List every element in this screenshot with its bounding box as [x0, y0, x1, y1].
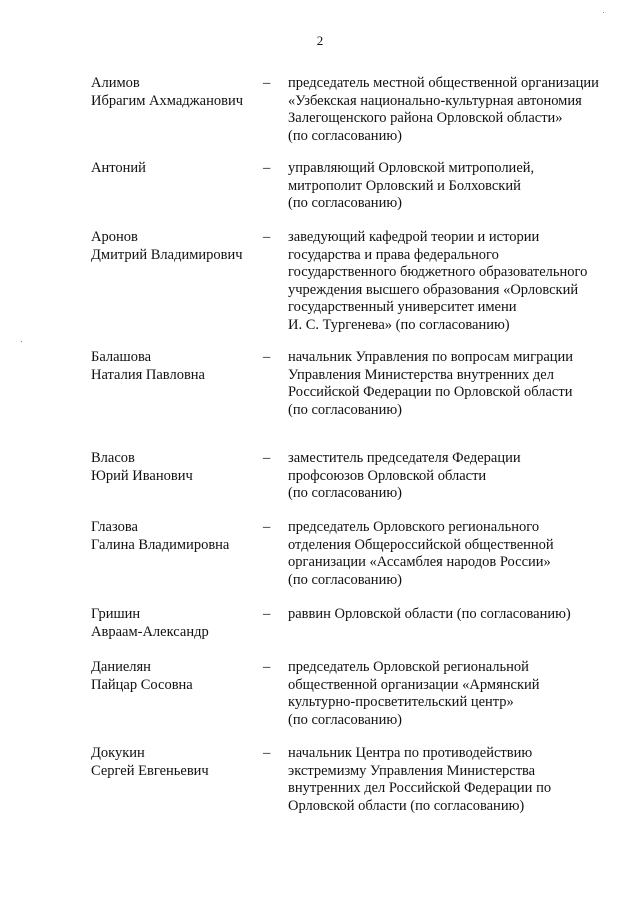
surname: Докукин: [91, 745, 145, 761]
description-line: (по согласованию): [288, 127, 402, 144]
description-line: (по согласованию): [288, 195, 402, 212]
position-description: [288, 160, 618, 213]
description-line: начальник Центра по противодействию: [288, 745, 533, 761]
surname: Власов: [91, 450, 135, 466]
description-line: заместитель председателя Федерации: [288, 450, 521, 466]
description-line: государства и права федерального: [288, 246, 499, 263]
description-line: раввин Орловской области (по согласованию): [288, 606, 571, 622]
description-line: «Узбекская национально-культурная автономия: [288, 92, 582, 109]
description-line: Управления Министерства внутренних дел: [288, 366, 554, 383]
description-line: учреждения высшего образования «Орловский: [288, 281, 579, 298]
person-name: [91, 75, 261, 110]
surname: Гришин: [91, 606, 141, 622]
person-name: [91, 450, 261, 485]
dash-separator: –: [263, 606, 271, 622]
given-names: Дмитрий Владимирович: [91, 246, 243, 263]
person-name: [91, 160, 261, 178]
description-line: Орловской области (по согласованию): [288, 797, 525, 814]
description-line: государственный университет имени: [288, 299, 517, 316]
description-line: председатель Орловской региональной: [288, 659, 529, 675]
position-description: [288, 349, 618, 419]
dash-separator: –: [263, 450, 271, 466]
given-names: Галина Владимировна: [91, 536, 230, 553]
person-name: [91, 659, 261, 694]
position-description: [288, 745, 618, 815]
given-names: Авраам-Александр: [91, 623, 209, 640]
position-description: [288, 606, 618, 624]
given-names: Сергей Евгеньевич: [91, 762, 209, 779]
scan-speck: [603, 12, 604, 13]
description-line: организации «Ассамблея народов России»: [288, 554, 551, 571]
position-description: [288, 450, 618, 503]
person-name: [91, 519, 261, 554]
position-description: [288, 519, 618, 589]
person-name: [91, 606, 261, 641]
description-line: И. С. Тургенева» (по согласованию): [288, 316, 510, 333]
given-names: Пайцар Сосовна: [91, 676, 193, 693]
description-line: внутренних дел Российской Федерации по: [288, 780, 552, 797]
surname: Аронов: [91, 229, 138, 245]
dash-separator: –: [263, 160, 271, 176]
surname: Балашова: [91, 349, 152, 365]
description-line: культурно-просветительский центр»: [288, 694, 514, 711]
dash-separator: –: [263, 349, 271, 365]
description-line: заведующий кафедрой теории и истории: [288, 229, 540, 245]
person-name: [91, 229, 261, 264]
description-line: Залегощенского района Орловской области»: [288, 110, 563, 127]
position-description: [288, 229, 618, 335]
surname: Даниелян: [91, 659, 151, 675]
dash-separator: –: [263, 745, 271, 761]
description-line: (по согласованию): [288, 485, 402, 502]
description-line: (по согласованию): [288, 571, 402, 588]
person-name: [91, 745, 261, 780]
description-line: профсоюзов Орловской области: [288, 467, 487, 484]
description-line: председатель местной общественной организации: [288, 75, 599, 91]
description-line: Российской Федерации по Орловской области: [288, 384, 573, 401]
given-names: Ибрагим Ахмаджанович: [91, 92, 244, 109]
description-line: отделения Общероссийской общественной: [288, 536, 554, 553]
description-line: управляющий Орловской митрополией,: [288, 160, 535, 176]
description-line: (по согласованию): [288, 711, 402, 728]
page-number: 2: [316, 33, 324, 48]
description-line: председатель Орловского регионального: [288, 519, 540, 535]
surname: Антоний: [91, 160, 146, 176]
description-line: государственного бюджетного образовательного: [288, 264, 588, 281]
dash-separator: –: [263, 519, 271, 535]
person-name: [91, 349, 261, 384]
description-line: (по согласованию): [288, 401, 402, 418]
description-line: экстремизму Управления Министерства: [288, 762, 536, 779]
scan-speck: [21, 341, 22, 342]
dash-separator: –: [263, 229, 271, 245]
given-names: Юрий Иванович: [91, 467, 193, 484]
description-line: начальник Управления по вопросам миграции: [288, 349, 574, 365]
position-description: [288, 75, 618, 145]
position-description: [288, 659, 618, 729]
description-line: общественной организации «Армянский: [288, 676, 540, 693]
surname: Алимов: [91, 75, 140, 91]
description-line: митрополит Орловский и Болховский: [288, 177, 521, 194]
given-names: Наталия Павловна: [91, 366, 205, 383]
dash-separator: –: [263, 659, 271, 675]
surname: Глазова: [91, 519, 138, 535]
dash-separator: –: [263, 75, 271, 91]
